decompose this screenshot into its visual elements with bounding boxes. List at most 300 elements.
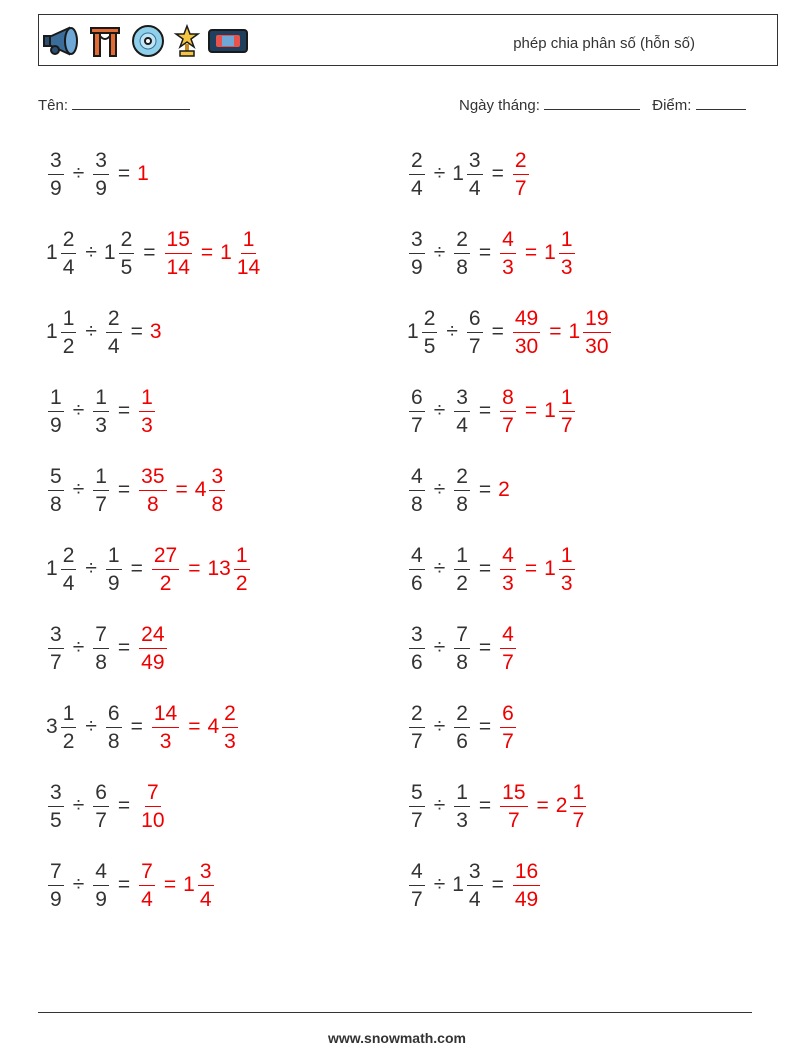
answer [150,320,163,344]
operand-a [407,624,427,673]
answer-value [544,229,576,278]
denominator: 7 [411,808,423,832]
fraction [165,229,192,278]
equals-sign: = [117,636,131,659]
denominator: 2 [62,334,75,358]
numerator: 5 [48,466,64,491]
answer-value [137,782,168,831]
problem-item [46,141,150,207]
equals-sign: = [478,794,492,817]
answer [137,861,215,910]
denominator: 4 [62,255,75,279]
date-blank [544,95,640,110]
denominator: 7 [508,808,520,832]
problem-item [46,457,227,523]
denominator: 6 [456,729,468,753]
divide-sign: ÷ [85,241,97,264]
footer-divider [38,1012,752,1013]
fraction [409,229,425,278]
denominator: 9 [411,255,423,279]
problem-item [407,378,577,444]
whole-number: 1 [220,241,232,264]
problem-item [46,536,252,602]
fraction [106,308,122,357]
operand-b [452,861,484,910]
whole-number: 4 [207,715,220,738]
operand-a [407,703,427,752]
equals-sign: = [163,873,177,896]
denominator: 8 [107,729,120,753]
fraction [409,861,425,910]
fraction [139,466,166,515]
fraction [559,229,575,278]
denominator: 7 [50,650,62,674]
divide-sign: ÷ [85,320,97,343]
denominator: 7 [502,413,514,437]
fraction [467,861,483,910]
fraction [454,782,470,831]
whole-number: 1 [137,162,149,185]
operand-a [407,466,427,515]
operand-b [452,545,472,594]
problem-item [46,694,240,760]
operand-b [91,150,111,199]
divide-sign: ÷ [433,557,446,580]
numerator: 3 [409,624,425,649]
numerator: 6 [106,703,122,728]
denominator: 8 [456,650,468,674]
answer [498,624,518,673]
fraction [119,229,135,278]
answer-value [137,624,168,673]
fraction [93,466,109,515]
answer-value [137,387,157,436]
footer-site: www.snowmath.com [328,1030,466,1046]
answer-value [137,466,168,515]
denominator: 3 [502,255,514,279]
numerator: 1 [454,545,470,570]
divide-sign: ÷ [85,715,97,738]
numerator: 1 [139,387,155,412]
equals-sign: = [478,636,492,659]
equals-sign: = [478,557,492,580]
divide-sign: ÷ [433,478,446,501]
megaphone-icon [43,24,81,58]
whole-number: 1 [103,241,116,264]
divide-sign: ÷ [446,320,458,343]
denominator: 9 [107,571,120,595]
whole-number: 13 [207,557,231,580]
denominator: 30 [514,334,539,358]
header-icons [43,23,249,59]
answer-value [544,387,576,436]
equals-sign: = [549,320,562,343]
equals-sign: = [491,162,504,185]
problem-item [407,694,518,760]
fraction [467,150,483,199]
numerator: 3 [93,150,109,175]
numerator: 3 [48,782,64,807]
answer-value [220,229,264,278]
fraction [500,229,516,278]
fraction [48,782,64,831]
problem-item [46,615,169,681]
fraction [454,387,470,436]
fraction [409,703,425,752]
answer-value [511,861,542,910]
answer [511,861,542,910]
numerator: 14 [152,703,179,728]
operand-b [452,387,472,436]
fraction [222,703,238,752]
equals-sign: = [478,715,492,738]
numerator: 2 [454,703,470,728]
equals-sign: = [524,557,538,580]
worksheet-header [38,14,778,66]
denominator: 30 [585,334,609,358]
answer-value [207,545,251,594]
operand-b [91,466,111,515]
answer-value [511,150,531,199]
equals-sign: = [117,399,131,422]
whole-number: 3 [149,320,162,343]
numerator: 8 [500,387,516,412]
answer [137,782,168,831]
fraction [139,782,166,831]
operand-a [46,308,78,357]
denominator: 4 [199,887,212,911]
divide-sign: ÷ [433,794,446,817]
operand-b [465,308,485,357]
operand-b [104,703,124,752]
fraction [409,545,425,594]
denominator: 4 [411,176,423,200]
problem-item [407,615,518,681]
operand-a [407,545,427,594]
numerator: 7 [145,782,161,807]
numerator: 6 [500,703,516,728]
numerator: 15 [165,229,192,254]
operand-b [452,466,472,515]
equals-sign: = [536,794,549,817]
fraction [61,308,77,357]
numerator: 2 [409,703,425,728]
operand-a [46,387,66,436]
whole-number: 1 [452,162,464,185]
equals-sign: = [188,557,201,580]
answer [511,150,531,199]
denominator: 8 [147,492,159,516]
answer [498,478,511,502]
whole-number: 1 [544,557,556,580]
fraction [513,308,540,357]
equals-sign: = [200,241,214,264]
denominator: 2 [62,729,75,753]
denominator: 7 [411,729,423,753]
whole-number: 2 [555,794,568,817]
denominator: 7 [95,808,107,832]
answer [137,466,227,515]
numerator: 7 [93,624,109,649]
answer-value [556,782,588,831]
problem-item [46,852,216,918]
whole-number: 1 [46,241,58,264]
answer-value [511,308,542,357]
answer-value [498,229,518,278]
fraction [152,545,179,594]
denominator: 5 [423,334,436,358]
denominator: 4 [107,334,120,358]
answer-value [498,478,511,502]
fraction [500,782,527,831]
numerator: 4 [500,624,516,649]
denominator: 4 [456,413,468,437]
fraction [500,387,516,436]
fraction [409,150,425,199]
answer-value [163,229,194,278]
operand-b [452,624,472,673]
denominator: 3 [560,571,573,595]
numerator: 5 [409,782,425,807]
divide-sign: ÷ [433,241,446,264]
fraction [559,545,575,594]
answer-value [207,703,239,752]
fraction [559,387,575,436]
denominator: 4 [62,571,75,595]
denominator: 2 [456,571,468,595]
answer [137,387,157,436]
operand-b [91,782,111,831]
numerator: 3 [48,624,64,649]
numerator: 3 [467,150,483,175]
denominator: 9 [50,176,62,200]
operand-a [46,703,78,752]
numerator: 2 [454,466,470,491]
numerator: 1 [93,466,109,491]
fraction [513,861,540,910]
operand-b [452,229,472,278]
denominator: 3 [95,413,107,437]
denominator: 10 [141,808,165,832]
answer-value [498,782,529,831]
fraction [61,703,77,752]
operand-a [46,466,66,515]
denominator: 2 [235,571,248,595]
fraction [409,466,425,515]
operand-a [407,387,427,436]
numerator: 2 [409,150,425,175]
fraction [467,308,483,357]
numerator: 2 [422,308,438,333]
fraction [500,624,516,673]
divide-sign: ÷ [72,794,85,817]
numerator: 2 [119,229,135,254]
operand-a [46,861,66,910]
operand-a [407,782,427,831]
numerator: 49 [513,308,540,333]
fraction [139,387,155,436]
answer [498,545,576,594]
score-blank [696,95,746,110]
operand-b [452,703,472,752]
fraction [48,861,64,910]
whole-number: 1 [452,873,464,896]
denominator: 3 [159,729,172,753]
fraction [48,387,64,436]
operand-a [407,861,427,910]
cd-disc-icon [129,24,167,58]
fraction [48,466,64,515]
numerator: 27 [152,545,179,570]
answer-value [137,861,157,910]
whole-number: 3 [46,715,58,738]
divide-sign: ÷ [433,162,446,185]
equals-sign: = [143,241,156,264]
operand-b [104,308,124,357]
problem-item [407,299,613,365]
equals-sign: = [478,399,492,422]
operand-a [46,545,78,594]
numerator: 4 [409,545,425,570]
fraction [139,861,155,910]
divide-sign: ÷ [85,557,97,580]
operand-b [91,387,111,436]
operand-a [46,624,66,673]
denominator: 14 [236,255,261,279]
denominator: 3 [502,571,514,595]
fraction [409,624,425,673]
problem-item [46,378,157,444]
problem-item [46,299,163,365]
numerator: 1 [241,229,257,254]
numerator: 19 [583,308,610,333]
divide-sign: ÷ [72,162,85,185]
equals-sign: = [188,715,201,738]
date-score-field [459,95,746,114]
problem-item [46,220,264,286]
fraction [93,387,109,436]
whole-number: 1 [568,320,581,343]
numerator: 4 [500,545,516,570]
problem-item [407,141,531,207]
equals-sign: = [524,399,538,422]
numerator: 3 [467,861,483,886]
operand-a [46,150,66,199]
equals-sign: = [175,478,188,501]
numerator: 2 [454,229,470,254]
answer-value [498,703,518,752]
fraction [48,624,64,673]
numerator: 3 [409,229,425,254]
equals-sign: = [117,873,131,896]
denominator: 8 [211,492,224,516]
numerator: 6 [409,387,425,412]
fraction [61,545,77,594]
operand-b [452,150,484,199]
operand-a [46,229,78,278]
operand-b [91,861,111,910]
answer-value [498,545,518,594]
whole-number: 1 [183,873,195,896]
answer [150,703,240,752]
operand-a [407,229,427,278]
denominator: 4 [141,887,153,911]
answer-value [137,162,150,186]
numerator: 1 [559,387,575,412]
operand-b [452,782,472,831]
fraction [454,703,470,752]
numerator: 16 [513,861,540,886]
denominator: 9 [50,887,62,911]
operand-a [407,308,439,357]
numerator: 35 [139,466,166,491]
operand-b [91,624,111,673]
answer [498,703,518,752]
denominator: 7 [502,729,514,753]
score-label: Điểm: [652,97,692,114]
denominator: 5 [50,808,62,832]
denominator: 7 [468,334,481,358]
denominator: 8 [456,492,468,516]
fraction [234,545,250,594]
date-label: Ngày tháng: [459,97,540,114]
equals-sign: = [524,241,538,264]
divide-sign: ÷ [72,636,85,659]
problem-item [46,773,169,839]
equals-sign: = [491,873,504,896]
denominator: 3 [456,808,468,832]
fraction [454,466,470,515]
divide-sign: ÷ [433,873,446,896]
numerator: 2 [513,150,529,175]
denominator: 8 [456,255,468,279]
fraction [48,150,64,199]
problem-item [407,852,542,918]
denominator: 9 [95,887,107,911]
denominator: 7 [411,413,423,437]
numerator: 4 [93,861,109,886]
name-label: Tên: [38,97,69,114]
answer-value [183,861,215,910]
denominator: 7 [502,650,514,674]
fraction [422,308,438,357]
denominator: 4 [468,887,481,911]
denominator: 7 [560,413,573,437]
answer [137,162,150,186]
denominator: 9 [95,176,107,200]
equals-sign: = [491,320,504,343]
divide-sign: ÷ [433,399,446,422]
divide-sign: ÷ [433,636,446,659]
answer-value [498,387,518,436]
denominator: 49 [141,650,165,674]
denominator: 9 [50,413,62,437]
whole-number: 1 [407,320,419,343]
denominator: 49 [514,887,539,911]
fraction [409,782,425,831]
problem-item [407,457,511,523]
fraction [454,545,470,594]
fraction [139,624,166,673]
denominator: 7 [572,808,585,832]
divide-sign: ÷ [72,873,85,896]
whole-number: 1 [544,399,556,422]
equals-sign: = [478,241,492,264]
fraction [61,229,77,278]
answer-value [568,308,612,357]
fraction [93,624,109,673]
fraction [409,387,425,436]
